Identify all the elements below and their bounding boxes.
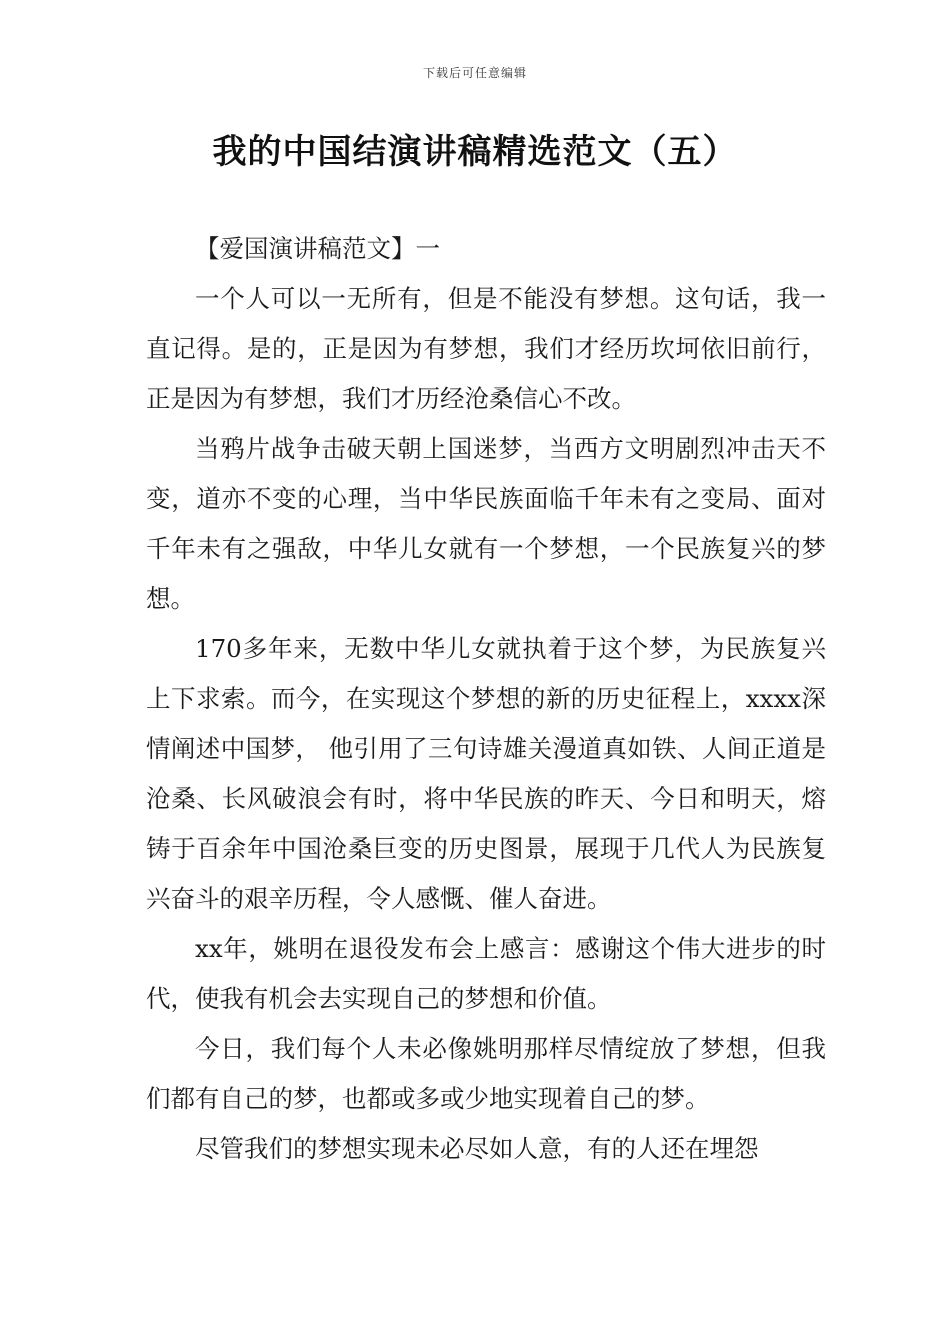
paragraph: 今日，我们每个人未必像姚明那样尽情绽放了梦想，但我们都有自己的梦，也都或多或少地实现着自己的梦。 <box>146 1034 826 1113</box>
paragraph: 170多年来，无数中华儿女就执着于这个梦，为民族复兴上下求索。而今，在实现这个梦想的新的历史征程上，xxxx深情阐述中国梦， 他引用了三句诗雄关漫道真如铁、人间正道是沧桑、长风破浪会有时，将中华民族的昨天、今日和明天，熔铸于百余年中国沧桑巨变的历史图景，展现于几代人为民族复兴奋斗的艰辛历程，令人感慨、催人奋进。 <box>146 634 826 913</box>
paragraph: 尽管我们的梦想实现未必尽如人意，有的人还在埋怨 <box>195 1134 759 1163</box>
document-title: 我的中国结演讲稿精选范文（五） <box>212 132 738 172</box>
paragraph: xx年，姚明在退役发布会上感言：感谢这个伟大进步的时代，使我有机会去实现自己的梦想和价值。 <box>146 934 826 1013</box>
document-body <box>146 224 826 1174</box>
section-heading: 【爱国演讲稿范文】一 <box>195 234 440 263</box>
paragraph: 当鸦片战争击破天朝上国迷梦，当西方文明剧烈冲击天不变，道亦不变的心理，当中华民族面临千年未有之变局、面对千年未有之强敌，中华儿女就有一个梦想，一个民族复兴的梦想。 <box>146 434 826 613</box>
paragraph: 一个人可以一无所有，但是不能没有梦想。这句话，我一直记得。是的，正是因为有梦想，我们才经历坎坷依旧前行，正是因为有梦想，我们才历经沧桑信心不改。 <box>146 284 826 413</box>
header-note: 下载后可任意编辑 <box>422 66 527 80</box>
